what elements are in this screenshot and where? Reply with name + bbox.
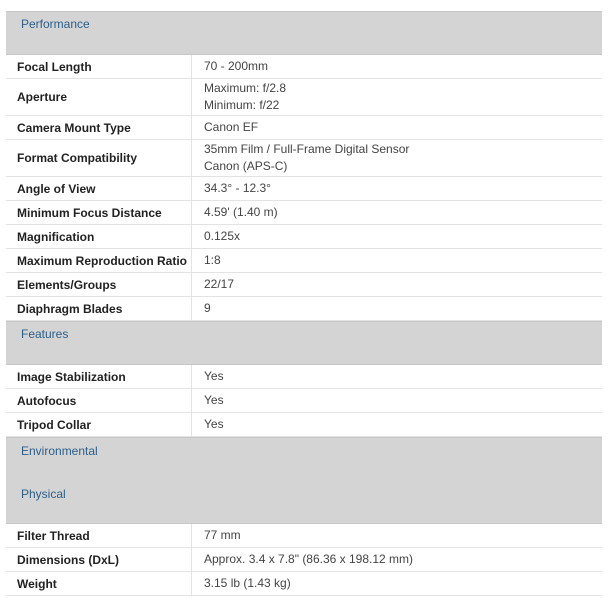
spec-row-min-focus-distance (6, 201, 602, 225)
spec-sheet (6, 11, 602, 596)
spec-row-magnification (6, 225, 602, 249)
spec-label: Format Compatibility (6, 140, 192, 176)
spec-label: Aperture (6, 79, 192, 115)
spec-row-aperture (6, 79, 602, 116)
section-title-performance: Performance (21, 17, 90, 31)
spec-row-weight (6, 572, 602, 596)
spec-value: 3.15 lb (1.43 kg) (204, 576, 291, 590)
spec-value: Approx. 3.4 x 7.8" (86.36 x 198.12 mm) (204, 552, 414, 566)
spec-label: Dimensions (DxL) (6, 548, 192, 571)
spec-label: Focal Length (6, 55, 192, 78)
spec-row-autofocus (6, 389, 602, 413)
section-header-environmental-physical (6, 437, 602, 524)
spec-row-image-stabilization (6, 365, 602, 389)
spec-row-focal-length (6, 55, 602, 79)
spec-value: Yes (204, 417, 224, 431)
spec-label: Weight (6, 572, 192, 595)
spec-value: 1:8 (204, 253, 221, 267)
spec-value: 4.59' (1.40 m) (204, 205, 278, 219)
spec-value: 9 (204, 301, 211, 315)
spec-value: Canon EF (204, 120, 259, 134)
spec-label: Autofocus (6, 389, 192, 412)
spec-value: Canon (APS-C) (204, 159, 288, 173)
spec-label: Diaphragm Blades (6, 297, 192, 320)
spec-value: 34.3° - 12.3° (204, 181, 271, 195)
spec-row-elements-groups (6, 273, 602, 297)
spec-label: Image Stabilization (6, 365, 192, 388)
spec-value: Maximum: f/2.8 (204, 81, 287, 95)
spec-row-camera-mount (6, 116, 602, 140)
section-title-features: Features (21, 327, 69, 341)
spec-label: Camera Mount Type (6, 116, 192, 139)
spec-value: Minimum: f/22 (204, 98, 280, 112)
spec-row-format-compatibility (6, 140, 602, 177)
spec-row-filter-thread (6, 524, 602, 548)
spec-value: 70 - 200mm (204, 59, 269, 73)
spec-label: Magnification (6, 225, 192, 248)
spec-label: Angle of View (6, 177, 192, 200)
spec-value: Yes (204, 393, 224, 407)
spec-label: Tripod Collar (6, 413, 192, 436)
spec-value: 0.125x (204, 229, 241, 243)
spec-label: Maximum Reproduction Ratio (6, 249, 192, 272)
section-header-performance (6, 11, 602, 55)
spec-value: 22/17 (204, 277, 235, 291)
spec-row-dimensions (6, 548, 602, 572)
section-header-features (6, 321, 602, 365)
spec-label: Filter Thread (6, 524, 192, 547)
spec-value: 35mm Film / Full-Frame Digital Sensor (204, 142, 410, 156)
spec-row-diaphragm-blades (6, 297, 602, 321)
spec-row-angle-of-view (6, 177, 602, 201)
spec-row-max-reproduction-ratio (6, 249, 602, 273)
spec-label: Elements/Groups (6, 273, 192, 296)
spec-row-tripod-collar (6, 413, 602, 437)
spec-label: Minimum Focus Distance (6, 201, 192, 224)
section-title-physical: Physical (21, 487, 66, 501)
section-title-environmental: Environmental (21, 444, 98, 458)
spec-value: 77 mm (204, 528, 241, 542)
spec-value: Yes (204, 369, 224, 383)
